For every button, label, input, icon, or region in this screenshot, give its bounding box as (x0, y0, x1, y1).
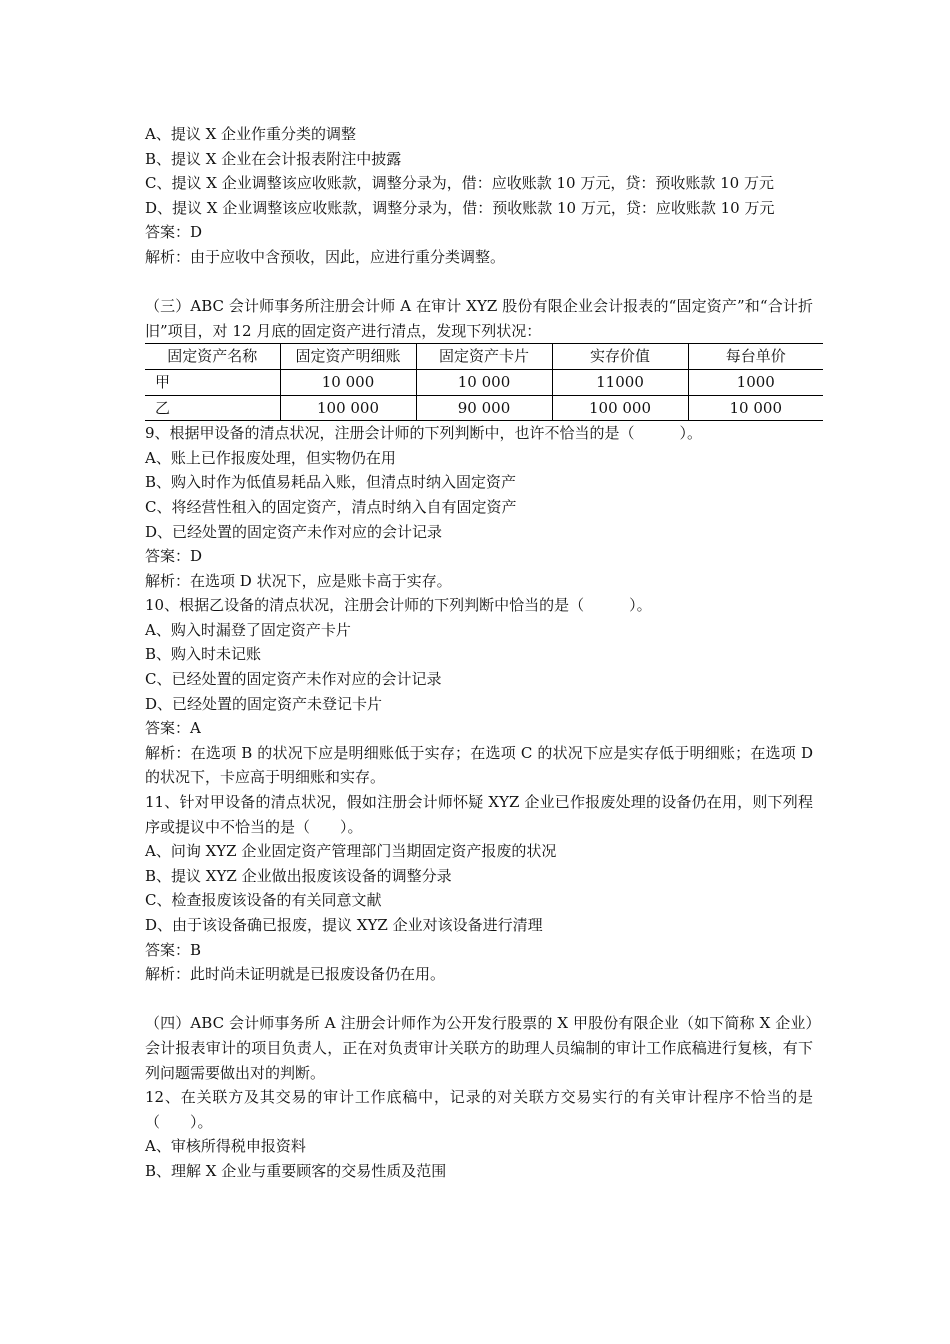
q10-question: 10、根据乙设备的清点状况，注册会计师的下列判断中恰当的是（ ）。 (145, 596, 652, 615)
q8-option-d: D、提议 X 企业调整该应收账款，调整分录为，借：预收账款 10 万元，贷：应收账款 10 万元 (145, 198, 775, 217)
q12-question: 12、在关联方及其交易的审计工作底稿中，记录的对关联方交易实行的有关审计程序不恰当的是（ ）。 (145, 1088, 813, 1131)
table-cell: 10 000 (416, 369, 552, 395)
q10-option-b: B、购入时未记账 (145, 645, 262, 664)
paragraph-gap (145, 270, 813, 295)
table-cell: 乙 (145, 395, 280, 421)
q9-answer: 答案：D (145, 547, 203, 566)
q9-option-b: B、购入时作为低值易耗品入账，但清点时纳入固定资产 (145, 473, 517, 492)
table-cell: 10 000 (280, 369, 416, 395)
q12-option-a: A、审核所得税申报资料 (145, 1137, 306, 1156)
table-cell: 1000 (688, 369, 823, 395)
q11-option-c: C、检查报废该设备的有关同意文献 (145, 891, 382, 910)
q9-question: 9、根据甲设备的清点状况，注册会计师的下列判断中，也许不恰当的是（ ）。 (145, 424, 703, 443)
q11-option-d: D、由于该设备确已报废，提议 XYZ 企业对该设备进行清理 (145, 916, 543, 934)
table-cell: 100 000 (552, 395, 688, 421)
table-cell: 11000 (552, 369, 688, 395)
table-header-row (145, 344, 823, 370)
q11-answer: 答案：B (145, 940, 202, 959)
q9-option-c: C、将经营性租入的固定资产，清点时纳入自有固定资产 (145, 497, 517, 516)
q8-option-a: A、提议 X 企业作重分类的调整 (145, 125, 357, 143)
q10-option-c: C、已经处置的固定资产未作对应的会计记录 (145, 670, 442, 689)
table-header-cell: 每台单价 (688, 344, 823, 370)
q8-option-b: B、提议 X 企业在会计报表附注中披露 (145, 149, 402, 168)
q11-option-b: B、提议 XYZ 企业做出报废该设备的调整分录 (145, 866, 452, 885)
q11-question: 11、针对甲设备的清点状况，假如注册会计师怀疑 XYZ 企业已作报废处理的设备仍在用，则下列程序或提议中不恰当的是（ ）。 (145, 793, 813, 836)
table-cell: 100 000 (280, 395, 416, 421)
asset-count-table (145, 343, 823, 421)
table-row (145, 369, 823, 395)
q10-option-d: D、已经处置的固定资产未登记卡片 (145, 694, 383, 713)
table-header-cell: 实存价值 (552, 344, 688, 370)
q11-analysis: 解析：此时尚未证明就是已报废设备仍在用。 (145, 965, 446, 984)
table-row (145, 395, 823, 421)
table-header-cell: 固定资产明细账 (280, 344, 416, 370)
q8-answer: 答案：D (145, 223, 203, 242)
document-page (145, 122, 813, 1184)
q9-option-a: A、账上已作报废处理，但实物仍在用 (145, 448, 396, 467)
q8-analysis: 解析：由于应收中含预收，因此，应进行重分类调整。 (145, 247, 506, 266)
table-cell: 90 000 (416, 395, 552, 421)
q11-option-a: A、问询 XYZ 企业固定资产管理部门当期固定资产报废的状况 (145, 842, 557, 861)
q9-analysis: 解析：在选项 D 状况下，应是账卡高于实存。 (145, 571, 452, 590)
table-header-cell: 固定资产卡片 (416, 344, 552, 370)
q10-answer: 答案：A (145, 719, 201, 738)
table-header-cell: 固定资产名称 (145, 344, 280, 370)
q10-option-a: A、购入时漏登了固定资产卡片 (145, 620, 351, 639)
table-cell: 甲 (145, 369, 280, 395)
section3-intro: （三）ABC 会计师事务所注册会计师 A 在审计 XYZ 股份有限企业会计报表的“固定资产”和“合计折旧”项目，对 12 月底的固定资产进行清点，发现下列状况： (145, 297, 813, 340)
section4-intro: （四）ABC 会计师事务所 A 注册会计师作为公开发行股票的 X 甲股份有限企业（如下简称 X 企业）会计报表审计的项目负责人，正在对负责审计关联方的助理人员编制的审计工作底稿进行复核，有下列问题需要做出对的判断。 (145, 1014, 813, 1082)
paragraph-gap (145, 987, 813, 1012)
table-cell: 10 000 (688, 395, 823, 421)
q10-analysis: 解析：在选项 B 的状况下应是明细账低于实存；在选项 C 的状况下应是实存低于明细账；在选项 D 的状况下，卡应高于明细账和实存。 (145, 743, 813, 787)
q9-option-d: D、已经处置的固定资产未作对应的会计记录 (145, 522, 443, 541)
q12-option-b: B、理解 X 企业与重要顾客的交易性质及范围 (145, 1161, 447, 1180)
q8-option-c: C、提议 X 企业调整该应收账款，调整分录为，借：应收账款 10 万元，贷：预收账款 10 万元 (145, 174, 774, 193)
